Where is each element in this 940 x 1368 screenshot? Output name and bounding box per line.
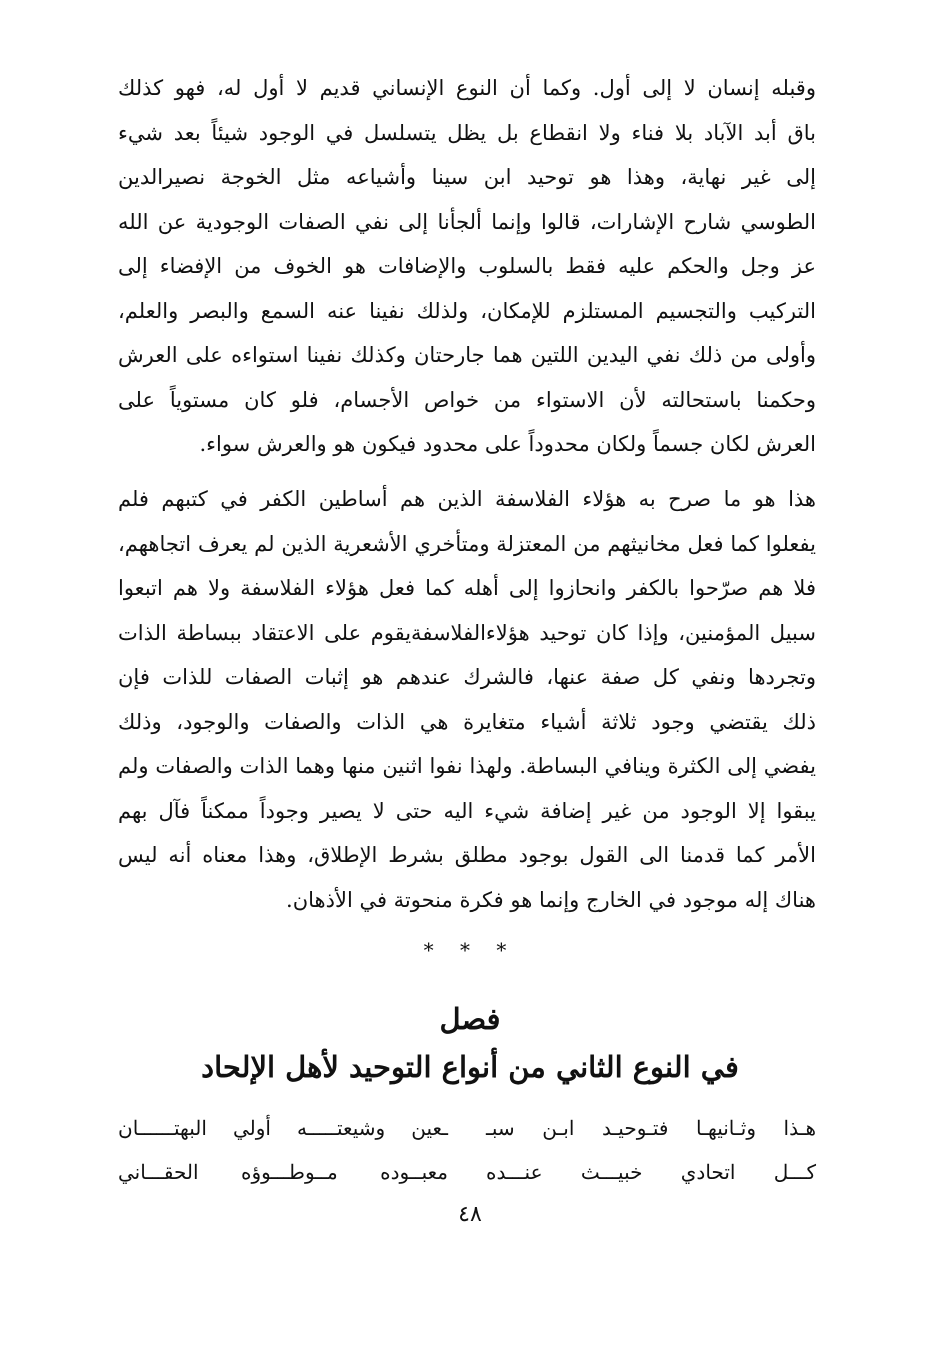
section-title: فصل [439,1002,501,1036]
text-line: العرش لكان جسماً ولكان محدوداً على محدود فيكون هو والعرش سواء. [199,432,816,456]
text-line: يفعلوا كما فعل مخانيثهم من المعتزلة ومتأخري الأشعرية الذين لم يعرف اتجاههم، [118,531,816,556]
text-line: هناك إله موجود في الخارج وإنما هو فكرة منحوتة في الأذهان. [286,887,816,912]
verse-first-hemistich: كـــل اتحادي خبيـــث عنـــده [486,1160,816,1184]
text-line: التركيب والتجسيم المستلزم للإمكان، ولذلك نفينا عنه السمع والبصر والعلم، [118,298,816,323]
text-line: ذلك يقتضي وجود ثلاثة أشياء متغايرة هي الذات والصفات والوجود، وذلك [118,709,816,734]
text-line: الطوسي شارح الإشارات، قالوا وإنما ألجأنا إلى نفي الصفات الوجودية عن الله [118,209,816,234]
section-separator: * * * [423,938,517,962]
text-line: فلا هم صرّحوا بالكفر وانحازوا إلى أهله كما فعل هؤلاء الفلاسفة ولا هم اتبعوا [118,576,816,600]
paragraph-1 [118,66,816,467]
text-line: وأولى من ذلك نفي اليدين اللتين هما جارحتان وكذلك نفينا استواءه على العرش [118,343,816,367]
text-line: هذا هو ما صرح به هؤلاء الفلاسفة الذين هم أساطين الكفر في كتبهم فلم [118,487,816,511]
text-line: وتجردها ونفي كل صفة عنها، فالشرك عندهم هو إثبات الصفات للذات فإن [118,665,816,689]
text-line: عز وجل والحكم عليه فقط بالسلوب والإضافات هو الخوف من الإفضاء إلى [118,254,816,278]
verse-line [118,1152,816,1192]
verse-first-hemistich: هـذا وثـانيهـا فتـوحيـد ابـن سبـ [486,1116,816,1140]
text-line: يبقوا إلا الوجود من غير إضافة شيء اليه حتى لا يصير وجوداً ممكناً فآل بهم [118,798,816,823]
verse-second-hemistich: معبــوده مــوطـــوؤه الحقـــاني [118,1160,448,1184]
text-line: سبيل المؤمنين، وإذا كان توحيد هؤلاءالفلاسفةيقوم على الاعتقاد ببساطة الذات [118,620,816,645]
text-line: باق أبد الآباد بلا فناء ولا انقطاع بل يظل يتسلسل في الوجود شيئاً بعد شيء [118,120,816,145]
text-line: الأمر كما قدمنا الى القول بوجود مطلق بشرط الإطلاق، وهذا معناه أنه ليس [118,843,816,867]
text-line: وحكمنا باستحالته لأن الاستواء من خواص الأجسام، فلو كان مستوياً على [118,387,816,412]
text-line: يفضي إلى الكثرة وينافي البساطة. ولهذا نفوا اثنين منها وهما الذات والصفات ولم [118,754,816,778]
text-line: وقبله إنسان لا إلى أول. وكما أن النوع الإنساني قديم لا أول له، فهو كذلك [118,76,816,100]
paragraph-2 [118,477,816,922]
verse-second-hemistich: ـعين وشيعتـــــه أولي البهتــــــان [118,1116,448,1140]
section-subtitle: في النوع الثاني من أنواع التوحيد لأهل الإلحاد [201,1050,739,1084]
text-line: إلى غير نهاية، وهذا هو توحيد ابن سينا وأشياعه مثل الخوجة نصيرالدين [118,165,816,189]
verse-line [118,1108,816,1148]
page-number: ٤٨ [458,1202,482,1227]
